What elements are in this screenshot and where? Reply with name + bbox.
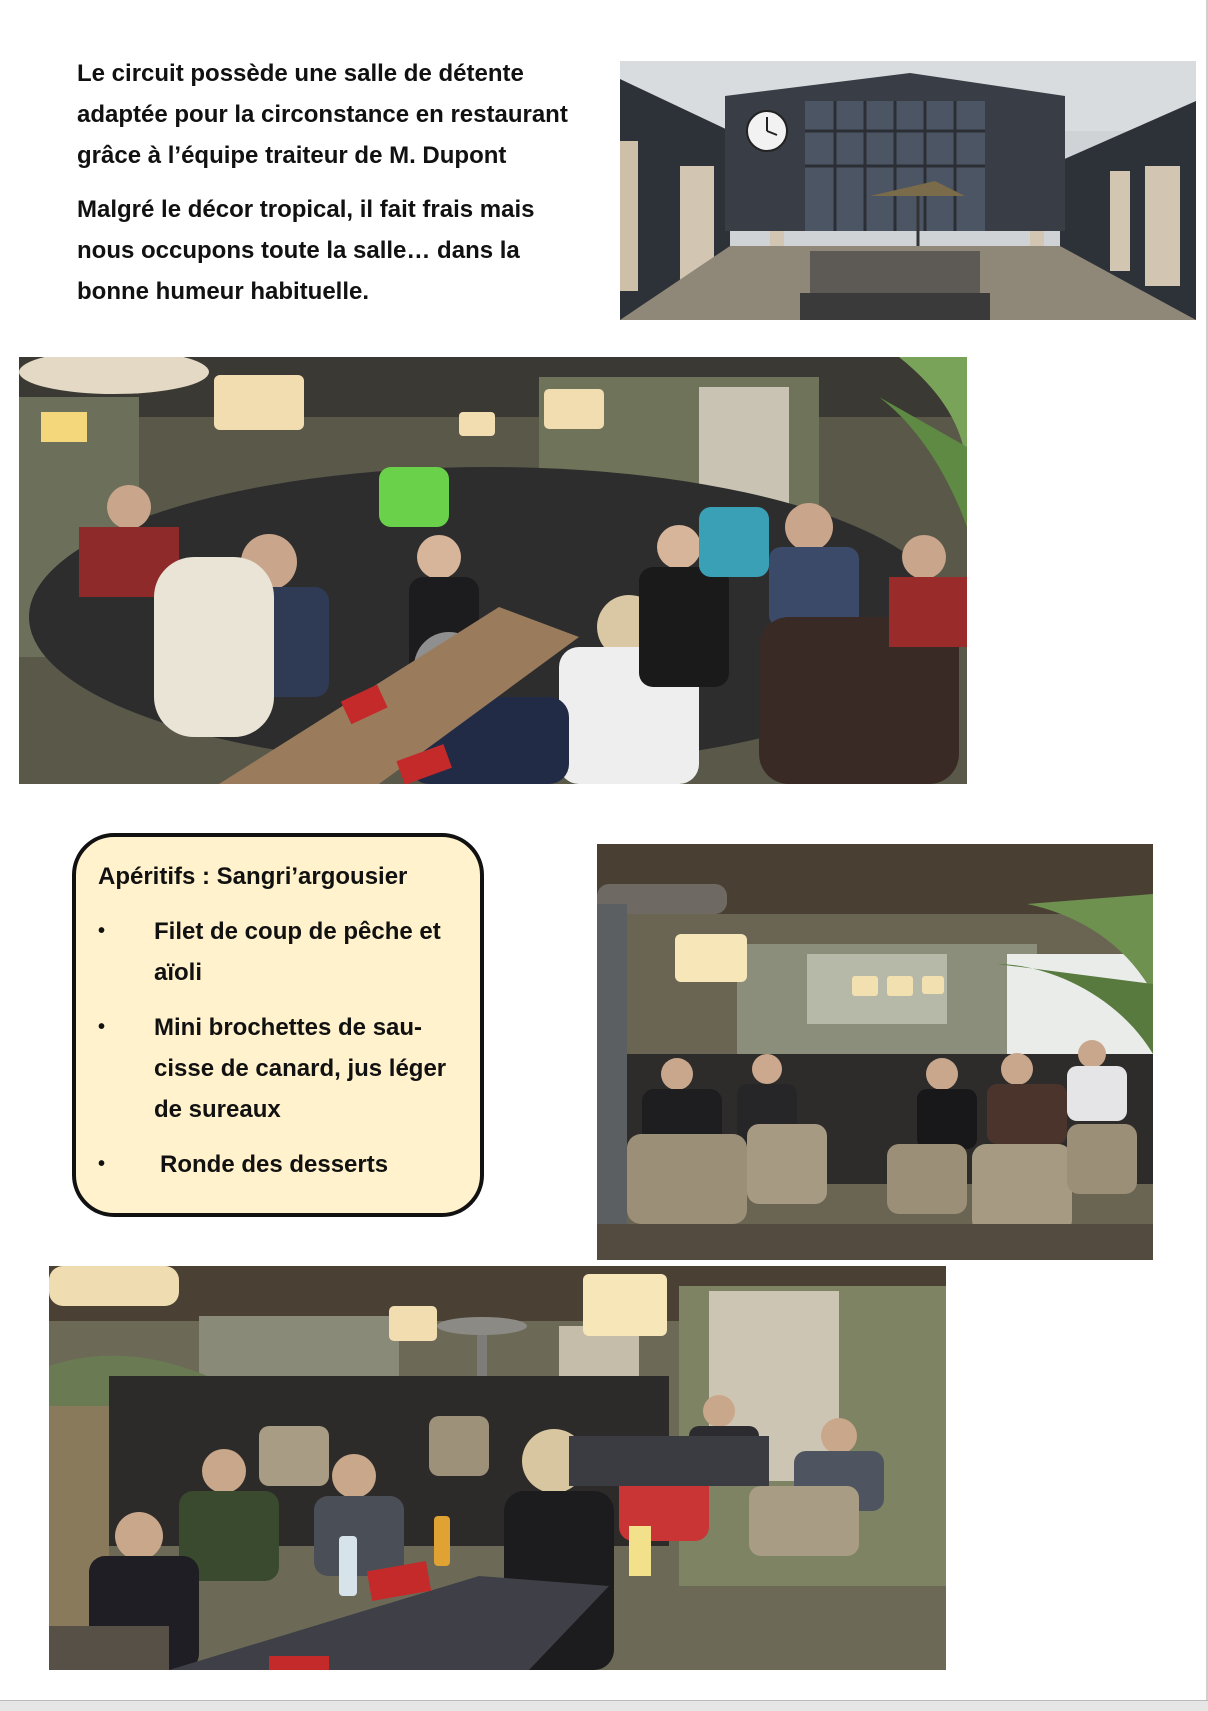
menu-item-label: Mini brochettes de sau-cisse de canard, jus léger de sureaux [154, 1014, 447, 1123]
menu-box [72, 833, 484, 1217]
toast-lounge-photo [19, 357, 967, 784]
dining-room-photo [597, 844, 1153, 1260]
bullet-icon: • [98, 1153, 106, 1175]
dining-room-wide-photo [49, 1266, 946, 1670]
menu-item-label: Ronde des desserts [160, 1151, 389, 1178]
page-edge-bottom [0, 1700, 1208, 1711]
menu-item-label: Filet de coup de pêche et aïoli [154, 918, 441, 986]
intro-paragraph-2 [77, 189, 597, 312]
intro-text-2: Malgré le décor tropical, il fait frais mais nous occupons toute la salle… dans la bonne humeur habituelle. [77, 196, 535, 305]
menu-title: Apéritifs : Sangri’argousier [98, 863, 408, 890]
bullet-icon: • [98, 1016, 106, 1038]
intro-text-1: Le circuit possède une salle de détente adaptée pour la circonstance en restaurant grâce à l’équipe traiteur de M. Dupont [77, 60, 568, 169]
bullet-icon: • [98, 920, 106, 942]
building-exterior-photo [620, 61, 1196, 320]
intro-paragraph-1 [77, 53, 597, 176]
